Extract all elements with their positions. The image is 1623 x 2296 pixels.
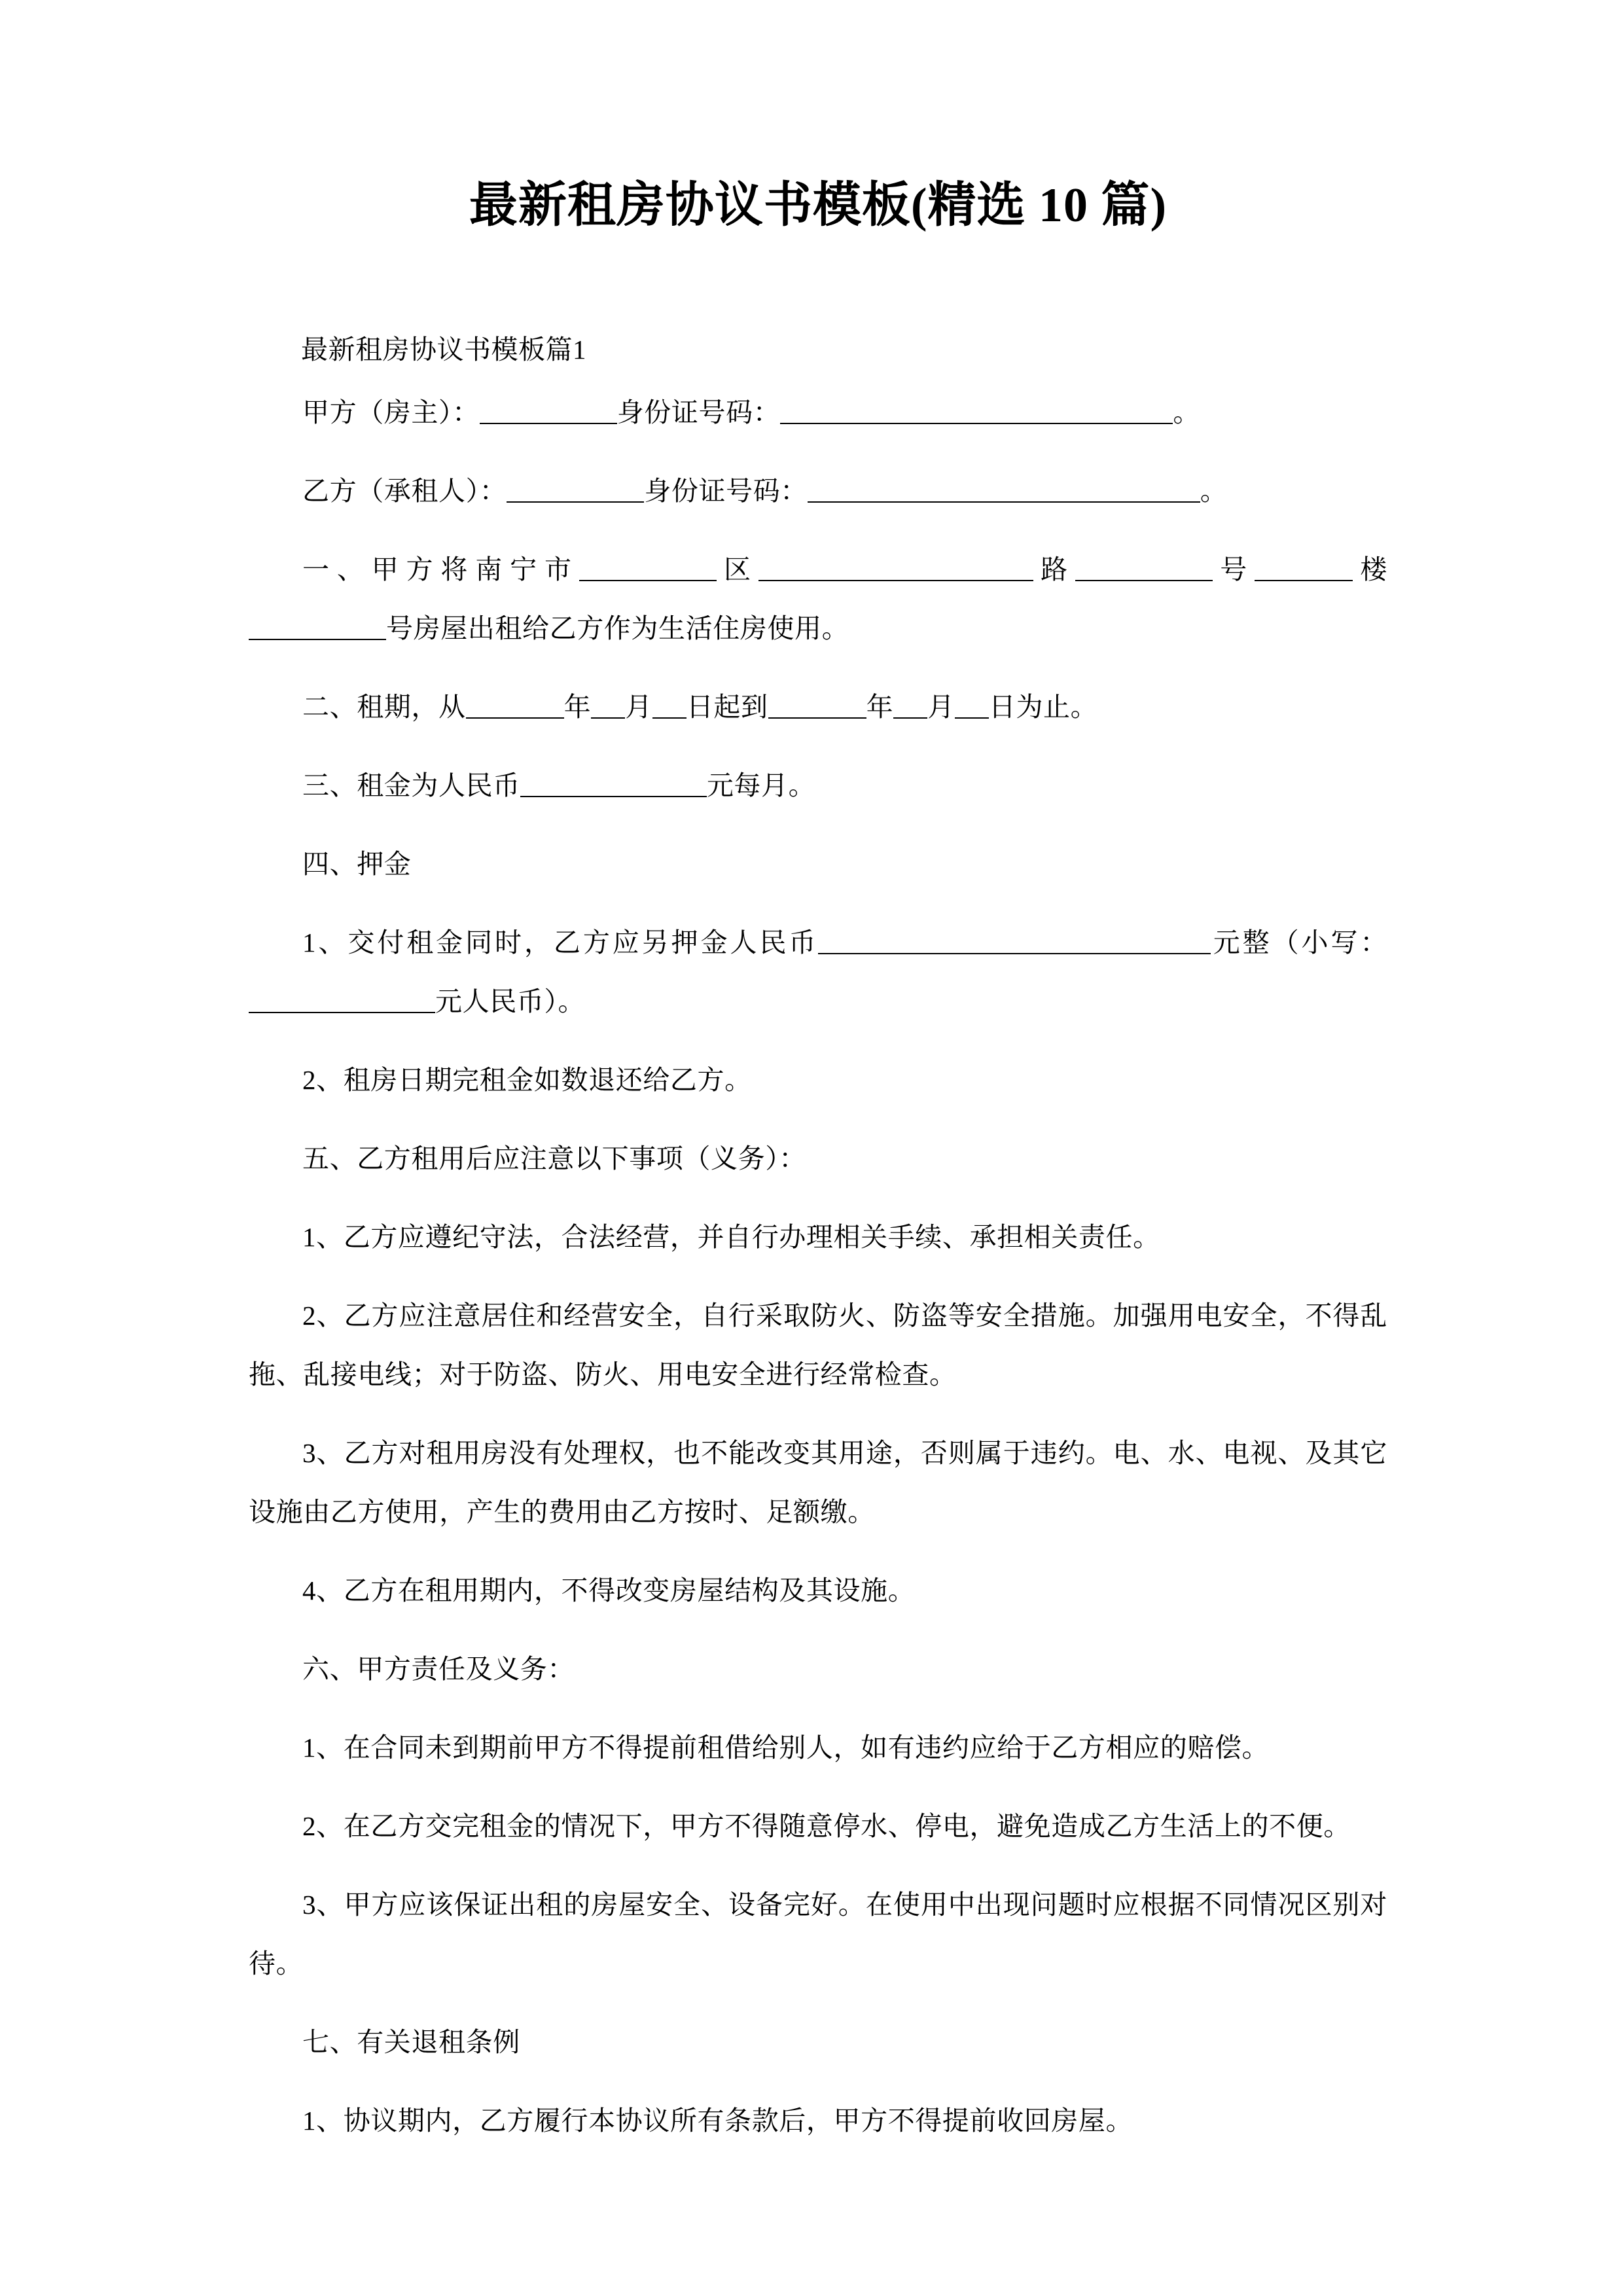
start-year-blank[interactable] [466,692,564,719]
number-blank[interactable] [1075,555,1213,581]
party-b-label: 乙方（承租人）： [302,475,507,506]
party-b-id-label: 身份证号码： [644,475,808,506]
clause-1 [249,540,1387,658]
district-unit: 区 [716,554,758,584]
start-day-unit: 日起到 [686,691,768,722]
deposit-amount-blank[interactable] [818,928,1211,954]
floor-unit: 楼 [1353,554,1387,584]
start-day-blank[interactable] [652,692,687,719]
clause-1-lead: 一、甲方将南宁市 [302,554,579,584]
clause-6-item-2: 2、在乙方交完租金的情况下，甲方不得随意停水、停电，避免造成乙方生活上的不便。 [302,1810,1351,1841]
road-blank[interactable] [758,555,1033,581]
party-a-id-blank[interactable] [780,398,1173,424]
rent-amount-blank[interactable] [520,771,707,797]
clause-2 [249,677,1387,736]
district-blank[interactable] [579,555,717,581]
number-unit: 号 [1213,554,1255,584]
party-a-label: 甲方（房主）： [302,397,480,427]
document-content [249,0,1387,2150]
end-month-blank[interactable] [893,692,927,719]
clause-7-heading: 七、有关退租条例 [302,2026,520,2057]
party-a-id-label: 身份证号码： [616,397,781,427]
template-section-heading: 最新租房协议书模板篇1 [301,334,586,365]
clause-6-heading: 六、甲方责任及义务： [302,1653,575,1684]
party-b-line [249,461,1387,520]
end-year-blank[interactable] [768,692,866,719]
deposit-lead: 1、交付租金同时，乙方应另押金人民币 [302,927,819,958]
start-month-unit: 月 [625,691,652,722]
clause-5-heading: 五、乙方租用后应注意以下事项（义务）： [302,1143,806,1174]
clause-6-item-3: 3、甲方应该保证出租的房屋安全、设备完好。在使用中出现问题时应根据不同情况区别对待。 [249,1889,1387,1979]
clause-3-lead: 三、租金为人民币 [302,770,520,800]
deposit-tail: 元人民币）。 [435,986,586,1016]
clause-3 [249,756,1387,815]
party-a-line [249,383,1387,442]
clause-3-tail: 元每月。 [706,770,816,800]
clause-2-tail: 日为止。 [988,691,1098,722]
party-b-id-blank[interactable] [808,476,1200,503]
room-blank[interactable] [249,614,386,640]
clause-4-heading: 四、押金 [302,848,412,879]
clause-5-item-4: 4、乙方在租用期内，不得改变房屋结构及其设施。 [302,1575,916,1605]
clause-5-item-2: 2、乙方应注意居住和经营安全，自行采取防火、防盗等安全措施。加强用电安全，不得乱拖、乱接电线；对于防盗、防火、用电安全进行经常检查。 [249,1300,1387,1390]
clause-2-lead: 二、租期，从 [302,691,466,722]
floor-blank[interactable] [1255,555,1353,581]
deposit-mid: 元整（小写： [1211,927,1387,958]
clause-4-item-1 [249,913,1387,1031]
end-month-unit: 月 [927,691,955,722]
start-month-blank[interactable] [591,692,625,719]
deposit-amount-numeric-blank[interactable] [249,987,435,1013]
end-year-unit: 年 [866,691,894,722]
party-b-name-blank[interactable] [507,476,644,503]
party-b-period: 。 [1200,475,1228,506]
page-title: 最新租房协议书模板(精选 10 篇) [469,179,1168,232]
clause-1-tail: 号房屋出租给乙方作为生活住房使用。 [386,613,849,643]
road-unit: 路 [1033,554,1076,584]
party-a-period: 。 [1173,397,1200,427]
end-day-blank[interactable] [955,692,989,719]
clause-4-item-2: 2、租房日期完租金如数退还给乙方。 [302,1064,752,1095]
start-year-unit: 年 [563,691,592,722]
clause-7-item-1: 1、协议期内，乙方履行本协议所有条款后，甲方不得提前收回房屋。 [302,2105,1133,2136]
clause-5-item-1: 1、乙方应遵纪守法，合法经营，并自行办理相关手续、承担相关责任。 [302,1221,1160,1252]
party-a-name-blank[interactable] [480,398,617,424]
clause-5-item-3: 3、乙方对租用房没有处理权，也不能改变其用途，否则属于违约。电、水、电视、及其它设施由乙方使用，产生的费用由乙方按时、足额缴。 [249,1437,1387,1527]
clause-6-item-1: 1、在合同未到期前甲方不得提前租借给别人，如有违约应给于乙方相应的赔偿。 [302,1732,1270,1763]
